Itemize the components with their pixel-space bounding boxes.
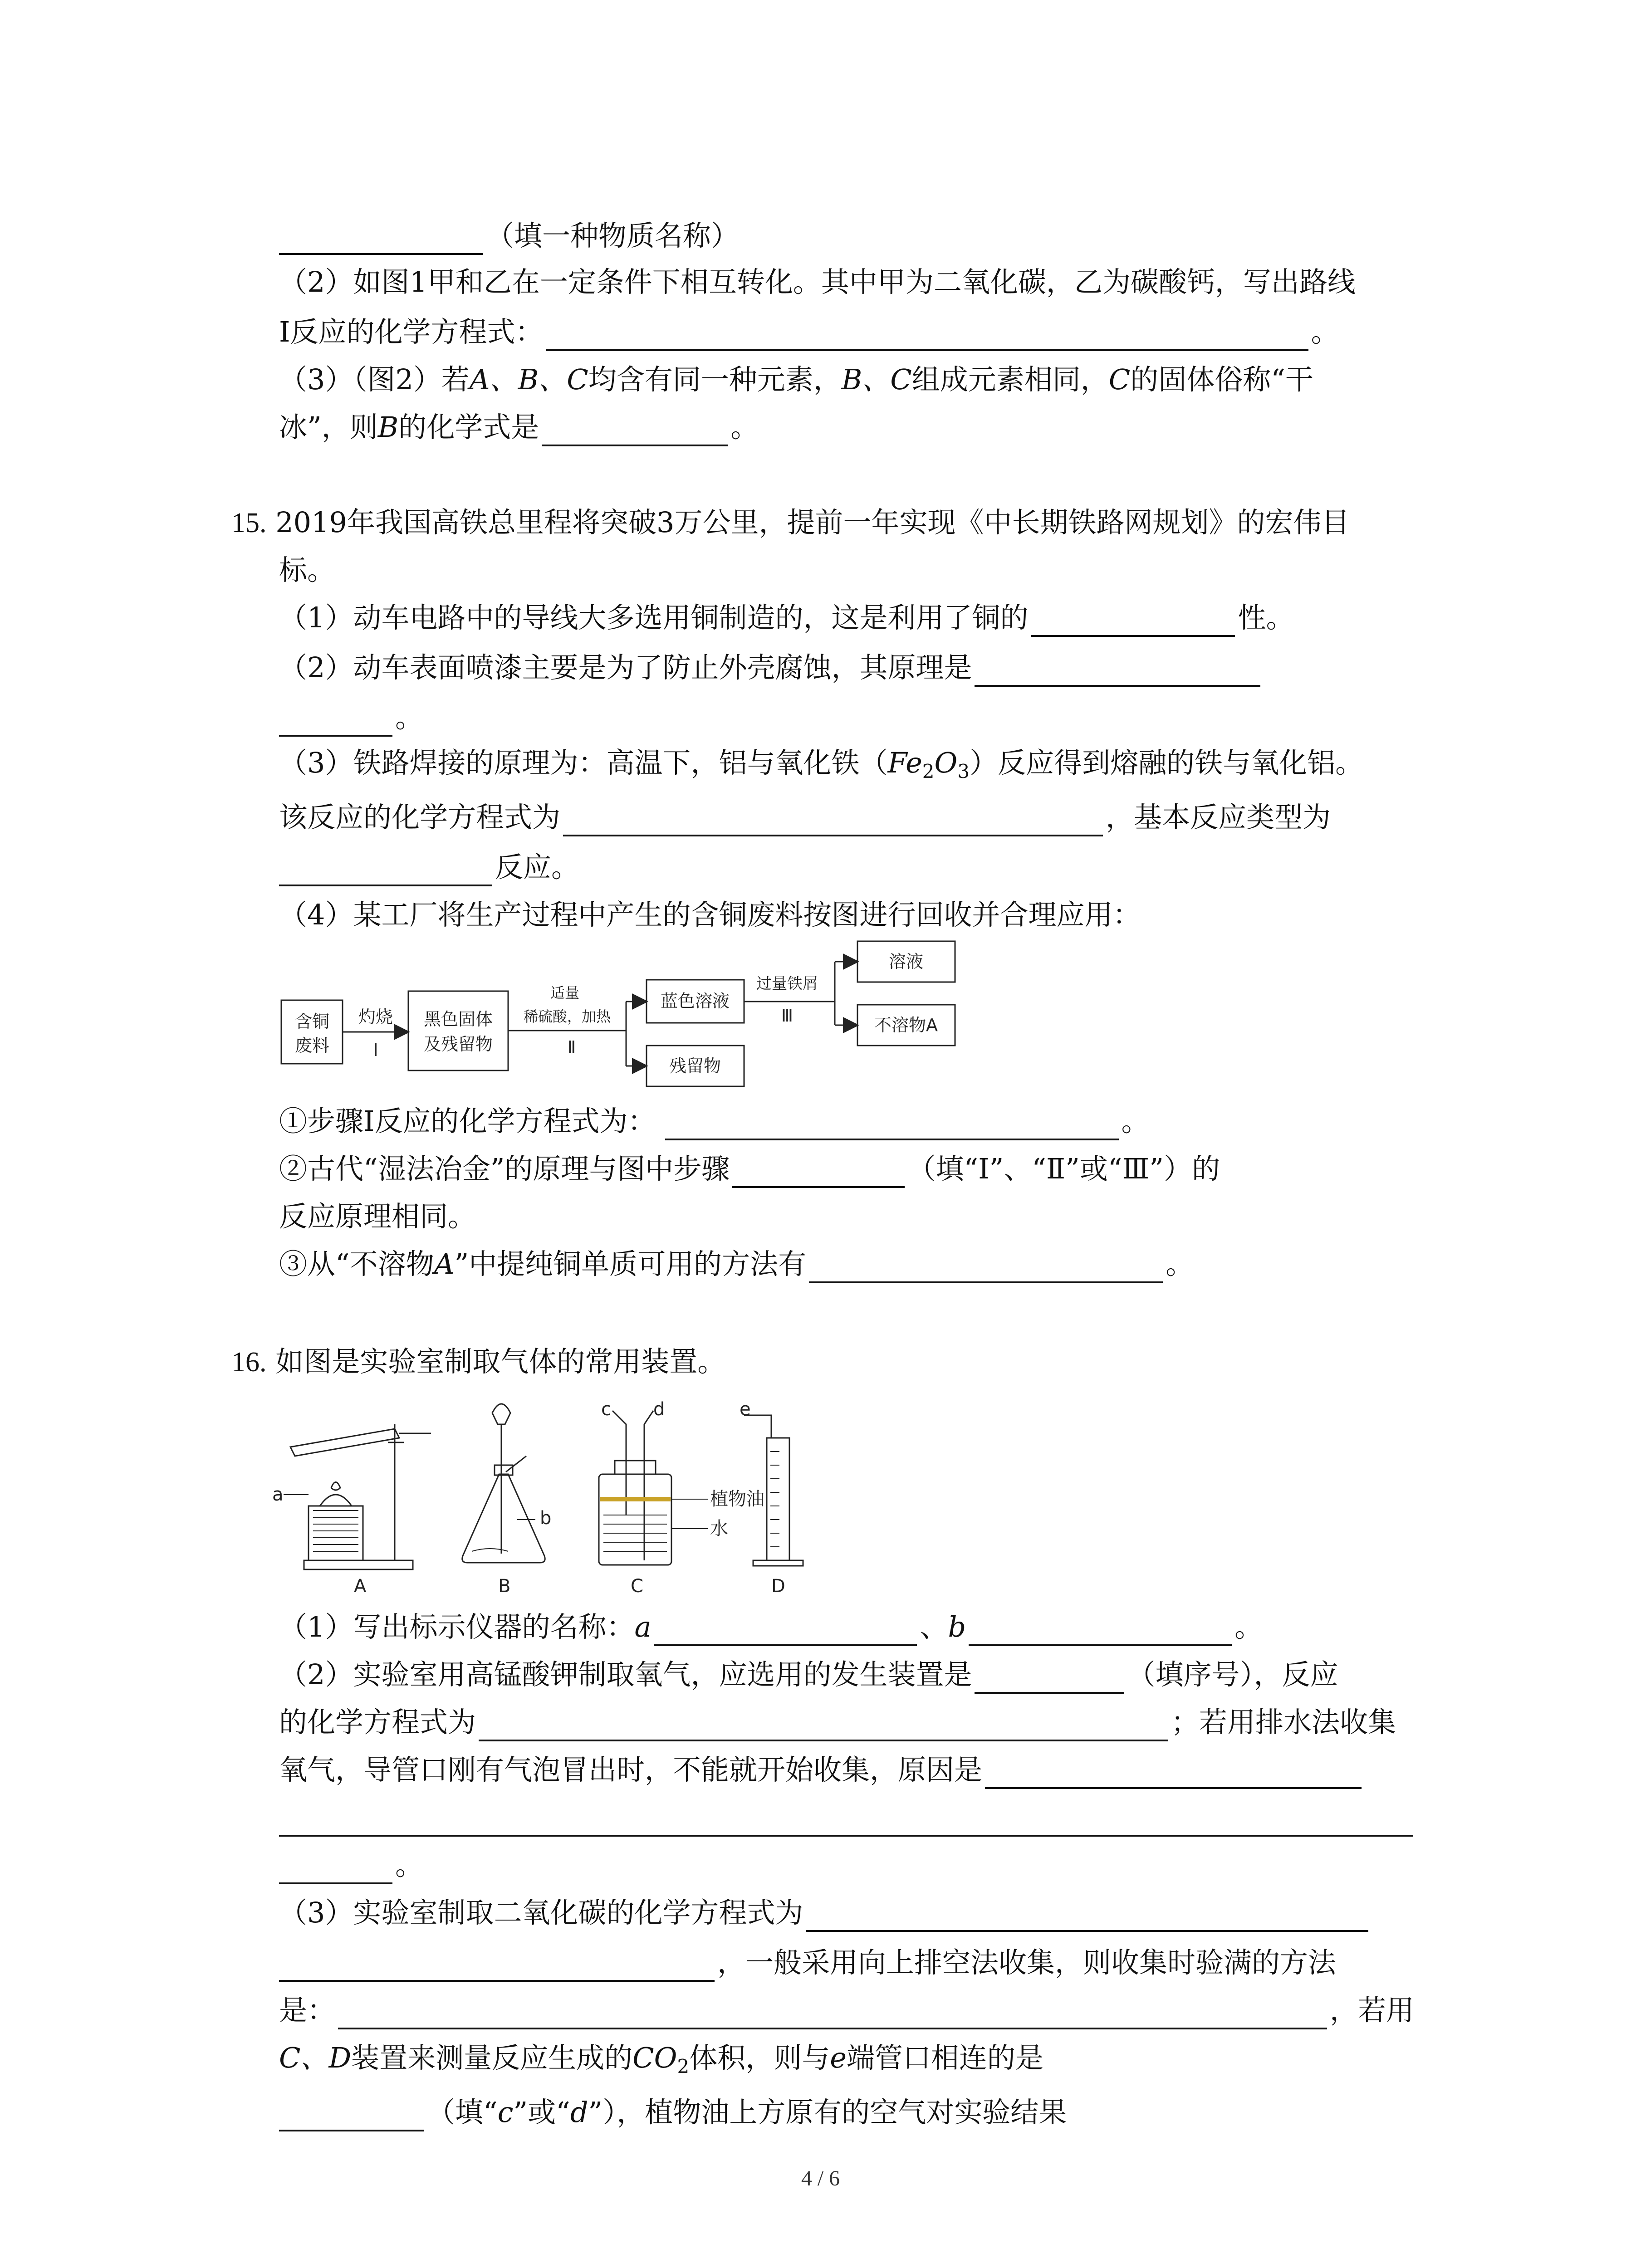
text: （2）动车表面喷漆主要是为了防止外壳腐蚀，其原理是 (279, 651, 972, 684)
q15-part4 (279, 896, 1141, 934)
q15-sub3 (279, 1245, 1194, 1283)
text: 。 (395, 701, 424, 734)
label-b: b (540, 1508, 552, 1529)
text: 体积，则与 (689, 2041, 830, 2074)
text: 。 (395, 1848, 424, 1882)
q15-part3-line3 (279, 848, 579, 886)
text: 组成元素相同， (911, 363, 1109, 396)
text: （1）写出标示仪器的名称： (279, 1610, 635, 1643)
q14-part2-line1 (279, 263, 1356, 301)
text: 2019年我国高铁总里程将突破3万公里，提前一年实现《中长期铁路网规划》的宏伟目 (275, 506, 1350, 539)
q15-sub2-line2 (279, 1198, 476, 1236)
text: 均含有同一种元素， (588, 363, 842, 396)
answer-blank-b[interactable] (969, 1617, 1232, 1646)
text: （3）铁路焊接的原理为：高温下，铝与氧化铁（ (279, 746, 888, 779)
text: Fe (887, 746, 922, 779)
flow-label: 废料 (294, 1036, 330, 1056)
text: （2）如图1甲和乙在一定条件下相互转化。其中甲为二氧化碳，乙为碳酸钙，写出路线 (279, 265, 1356, 298)
q16-part3-line4 (279, 2039, 1043, 2086)
text: A、B、C (469, 363, 588, 396)
q15-sub2-line1 (279, 1150, 1220, 1188)
text: ，一般采用向上排空法收集，则收集时验满的方法 (717, 1946, 1337, 1979)
text: e (830, 2041, 847, 2074)
q16-part2-line3 (279, 1751, 1364, 1789)
text: ”或“ (513, 2096, 570, 2129)
caption-b: B (498, 1576, 511, 1597)
q16-part3-line2 (279, 1944, 1336, 1982)
text: 2 (922, 760, 935, 782)
gas-apparatus-figure (272, 1397, 862, 1597)
flow-label: 稀硫酸，加热 (523, 1008, 611, 1025)
apparatus-b (462, 1404, 545, 1563)
text: ，若用 (1330, 1994, 1415, 2027)
text: （填序号），反应 (1127, 1658, 1338, 1691)
copy-recycling-flowchart (272, 934, 980, 1098)
answer-blank[interactable] (279, 1855, 392, 1884)
text: A (434, 1247, 455, 1281)
answer-blank[interactable] (975, 1665, 1124, 1694)
q15-stem-line2 (279, 551, 335, 589)
q16-stem (231, 1343, 725, 1381)
flow-label: 过量铁屑 (756, 975, 818, 993)
q14-part3-line2 (279, 408, 759, 446)
label-oil: 植物油 (710, 1489, 764, 1510)
label-water: 水 (710, 1518, 728, 1539)
answer-blank[interactable] (985, 1760, 1362, 1789)
q15-part3-line1 (279, 744, 1363, 791)
text: ②古代“湿法冶金”的原理与图中步骤 (279, 1152, 730, 1185)
answer-blank[interactable] (809, 1254, 1163, 1283)
text: （4）某工厂将生产过程中产生的含铜废料按图进行回收并合理应用： (279, 898, 1141, 931)
q14-part3-line1 (279, 361, 1313, 399)
answer-blank[interactable] (338, 2000, 1327, 2029)
text: 冰”，则 (279, 411, 378, 444)
text: Ⅰ反应的化学方程式： (279, 315, 544, 348)
q16-part3-line3 (279, 1991, 1414, 2029)
text: 3 (957, 760, 970, 782)
text: 。 (1121, 1105, 1150, 1138)
apparatus-c (599, 1411, 708, 1565)
flow-label: Ⅲ (781, 1006, 794, 1026)
text: （填“ (427, 2096, 498, 2129)
text: 2 (677, 2055, 690, 2077)
answer-blank[interactable] (279, 708, 392, 737)
text: 装置来测量反应生成的 (351, 2041, 633, 2074)
text: ；若用排水法收集 (1171, 1706, 1396, 1739)
answer-blank[interactable] (732, 1159, 905, 1188)
text: a (634, 1610, 652, 1643)
label-d: d (653, 1399, 665, 1420)
text: （3）（图2）若 (279, 363, 470, 396)
label-a: a (272, 1484, 284, 1505)
text: 如图是实验室制取气体的常用装置。 (275, 1345, 726, 1378)
q16-part1 (279, 1608, 1263, 1646)
text: 的化学式是 (398, 411, 539, 444)
text: ”中提纯铜单质可用的方法有 (454, 1247, 807, 1281)
text: ①步骤Ⅰ反应的化学方程式为： (279, 1105, 656, 1138)
q16-part2-line5 (279, 1846, 423, 1884)
text: 反应原理相同。 (279, 1200, 476, 1233)
text: ）反应得到熔融的铁与氧化铝。 (970, 746, 1364, 779)
text: C、D (279, 2041, 352, 2074)
apparatus-a (284, 1424, 431, 1569)
text: 端管口相连的是 (846, 2041, 1043, 2074)
text: ，基本反应类型为 (1106, 801, 1331, 834)
flow-label: 黑色固体 (423, 1009, 493, 1029)
text: 反应。 (495, 850, 580, 884)
text: 。 (1311, 315, 1339, 348)
q16-part3-line5 (279, 2093, 1067, 2131)
text: B (377, 411, 399, 444)
question-number: 16. (231, 1347, 267, 1378)
q14-line1 (279, 217, 739, 255)
answer-blank[interactable] (1031, 608, 1235, 637)
text: 、 (920, 1610, 948, 1643)
flow-box-black-solid (408, 991, 508, 1070)
q15-part3-line2 (279, 798, 1331, 836)
flow-label: Ⅰ (373, 1040, 378, 1060)
label-c: c (601, 1399, 611, 1420)
caption-c: C (631, 1576, 643, 1597)
page-number: 4 / 6 (801, 2166, 840, 2190)
text: d (570, 2096, 588, 2129)
q15-stem-line1 (231, 503, 1349, 542)
answer-blank[interactable] (279, 2102, 424, 2131)
flow-label: Ⅱ (567, 1037, 576, 1057)
question-number: 15. (231, 508, 267, 538)
q16-part2-line2 (279, 1703, 1396, 1741)
text: 氧气，导管口刚有气泡冒出时，不能就开始收集，原因是 (279, 1753, 983, 1786)
answer-blank[interactable] (563, 807, 1103, 836)
q15-part2-line1 (279, 649, 1263, 687)
text: ③从“不溶物 (279, 1247, 434, 1281)
answer-blank[interactable] (479, 1712, 1168, 1741)
answer-blank[interactable] (975, 658, 1260, 687)
text: O (934, 746, 958, 779)
flow-label: 及残留物 (423, 1034, 493, 1054)
text: 是： (279, 1994, 336, 2027)
text: c (497, 2096, 514, 2129)
text: 的固体俗称“干 (1130, 363, 1313, 396)
answer-blank[interactable] (665, 1111, 1119, 1140)
text: CO (632, 2041, 677, 2074)
answer-blank[interactable] (279, 1953, 715, 1982)
q16-part3-line1 (279, 1894, 1371, 1932)
answer-blank[interactable] (279, 226, 483, 255)
text: 该反应的化学方程式为 (279, 801, 561, 834)
caption-d: D (771, 1576, 785, 1597)
answer-blank[interactable] (806, 1903, 1368, 1932)
q16-part2-line1 (279, 1656, 1338, 1694)
q16-part2-line4 (279, 1799, 1416, 1837)
answer-blank[interactable] (279, 857, 492, 886)
flow-label: 残留物 (669, 1056, 721, 1076)
text: B、C (841, 363, 912, 396)
label-e: e (740, 1399, 751, 1420)
text: 性。 (1238, 601, 1294, 634)
q15-part1 (279, 599, 1294, 637)
text: 。 (1166, 1247, 1194, 1281)
flow-label: 含铜 (294, 1012, 330, 1031)
text: （1）动车电路中的导线大多选用铜制造的，这是利用了铜的 (279, 601, 1029, 634)
text: （2）实验室用高锰酸钾制取氧气，应选用的发生装置是 (279, 1658, 972, 1691)
caption-a: A (354, 1576, 367, 1597)
text: C (1108, 363, 1131, 396)
text: 。 (1234, 1610, 1263, 1643)
flow-label: 溶液 (888, 952, 924, 972)
answer-blank[interactable] (546, 322, 1308, 351)
flow-label: 灼烧 (358, 1007, 393, 1027)
answer-blank-a[interactable] (654, 1617, 917, 1646)
text: （填“Ⅰ”、“Ⅱ”或“Ⅲ”）的 (907, 1152, 1220, 1185)
text: 标。 (279, 553, 336, 587)
text: ”），植物油上方原有的空气对实验结果 (588, 2096, 1067, 2129)
q14-part2-line2 (279, 313, 1339, 351)
flow-label: 蓝色溶液 (660, 991, 730, 1011)
q14-hint: （填一种物质名称） (486, 219, 740, 252)
text: b (948, 1610, 966, 1643)
text: 的化学方程式为 (279, 1706, 476, 1739)
flow-label: 不溶物A (874, 1015, 938, 1035)
answer-blank[interactable] (542, 417, 728, 446)
text: （3）实验室制取二氧化碳的化学方程式为 (279, 1896, 803, 1929)
q15-part2-line2 (279, 699, 423, 737)
answer-blank[interactable] (279, 1808, 1413, 1837)
q15-sub1 (279, 1102, 1150, 1140)
flow-label: 适量 (550, 984, 580, 1002)
text: 。 (730, 411, 759, 444)
